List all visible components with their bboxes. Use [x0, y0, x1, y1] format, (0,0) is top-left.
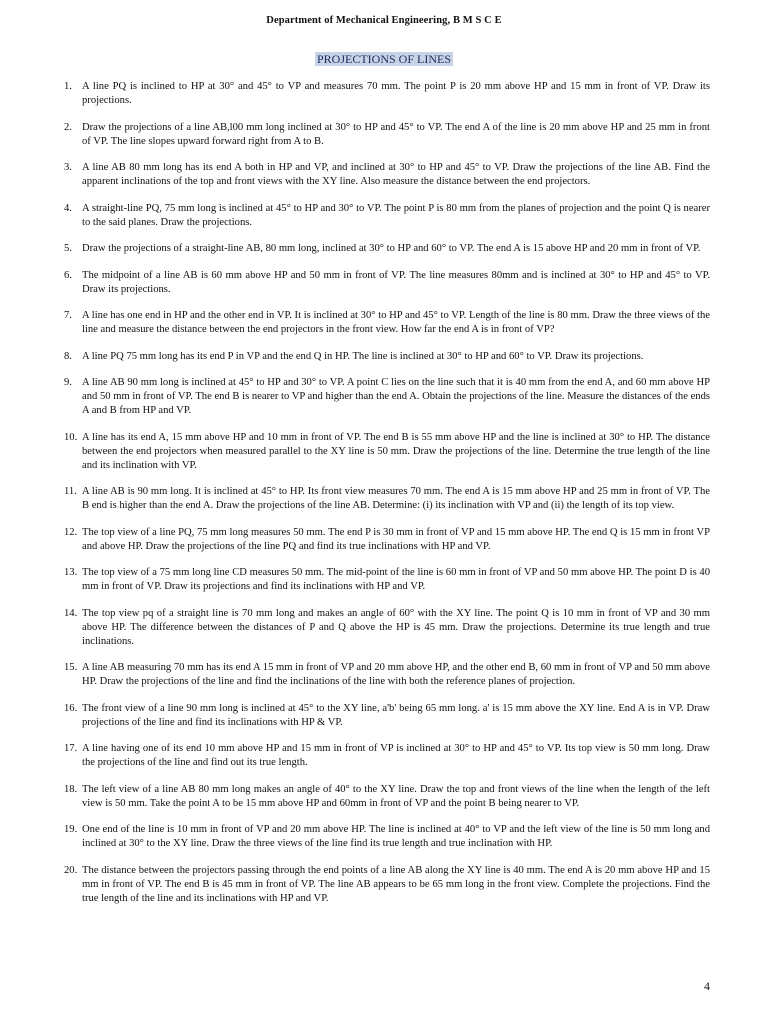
problem-number: 2.: [64, 121, 72, 133]
problem-text: The top view of a line PQ, 75 mm long measures 50 mm. The end P is 30 mm in front of VP and 15 mm above HP. The end Q is 15 mm in front VP and above HP. Draw the projections of the line PQ and find its true inclinations with HP and VP.: [82, 526, 710, 552]
problem-item: [0, 566, 768, 594]
problem-text: A line PQ is inclined to HP at 30° and 45° to VP and measures 70 mm. The point P is 20 mm above HP and 15 mm in front of VP. Draw its projections.: [82, 81, 710, 106]
problem-text: Draw the projections of a line AB,l00 mm long inclined at 30° to HP and 45° to VP. The end A of the line is 20 mm above HP and 25 mm in front of VP. The line slopes upward forward right from A to B.: [82, 121, 710, 147]
problem-item: [0, 526, 768, 554]
problem-number: 15.: [64, 662, 78, 673]
problem-item: [0, 269, 768, 297]
problem-item: [0, 376, 768, 418]
problem-item: [0, 607, 768, 649]
problem-number: 10.: [64, 431, 78, 443]
page-title-text: PROJECTIONS OF LINES: [316, 52, 451, 66]
problem-text: The top view pq of a straight line is 70 mm long and makes an angle of 60° with the XY line. The point Q is 10 mm in front of VP and 30 mm above HP. The difference between the distances of P and Q above the HP is 45 mm. Draw the projections. Determine its true length and true inclinations.: [82, 607, 710, 647]
problem-text: One end of the line is 10 mm in front of VP and 20 mm above HP. The line is inclined at 40° to VP and the left view of the line is 50 mm long and inclined at 30° to the XY line. Draw the three views of the line find its true length and true inclination with HP.: [82, 824, 710, 849]
problem-number: 3.: [64, 162, 72, 173]
problem-item: [0, 823, 768, 851]
problem-number: 8.: [64, 350, 72, 362]
problem-item: [0, 702, 768, 730]
problem-item: [0, 661, 768, 689]
problem-number: 20.: [64, 864, 78, 876]
problem-item: [0, 309, 768, 337]
problem-item: [0, 485, 768, 513]
problem-item: [0, 864, 768, 906]
problem-text: A line AB is 90 mm long. It is inclined at 45° to HP. Its front view measures 70 mm. The end A is 15 mm above HP and 25 mm in front of VP. The B end is higher than the end A. Draw the projections of the line AB. Determine: (i) its inclination with VP and (ii) the length of its top view.: [82, 486, 710, 511]
problem-number: 18.: [64, 783, 78, 795]
problem-text: The top view of a 75 mm long line CD measures 50 mm. The mid-point of the line is 60 mm in front of VP and 50 mm above HP. The point D is 40 mm in front of VP. Draw its projections and find its inclinations with HP and VP.: [82, 567, 710, 592]
problem-item: [0, 350, 768, 364]
problem-text: A line AB 90 mm long is inclined at 45° to HP and 30° to VP. A point C lies on the line such that it is 40 mm from the end A, and 60 mm above HP and 50 mm in front of VP. The end B is nearer to VP and higher than the end A. Obtain the projections of the line. Measure the distances of the ends A and B from HP and VP.: [82, 377, 710, 416]
problem-number: 6.: [64, 269, 72, 281]
problem-number: 4.: [64, 202, 72, 214]
problem-item: [0, 121, 768, 149]
problem-item: [0, 431, 768, 473]
problem-item: [0, 80, 768, 108]
problem-text: A line PQ 75 mm long has its end P in VP and the end Q in HP. The line is inclined at 30° to HP and 60° to VP. Draw its projections.: [82, 350, 644, 362]
problem-number: 5.: [64, 243, 72, 254]
department-header: Department of Mechanical Engineering, B M S C E: [266, 15, 502, 26]
problem-item: [0, 202, 768, 230]
page-number: 4: [704, 979, 710, 993]
problem-text: A line AB 80 mm long has its end A both in HP and VP, and inclined at 30° to HP and 45° to VP. Draw the projections of the line AB. Find the apparent inclinations of the top and front views with the XY line. Also measure the distance between the end projectors.: [82, 162, 710, 187]
problem-number: 12.: [64, 526, 78, 538]
problem-text: The left view of a line AB 80 mm long makes an angle of 40° to the XY line. Draw the top and front views of the line when the length of the left view is 50 mm. Take the point A to be 15 mm above HP and 60mm in front of VP and the point B being nearer to VP.: [82, 783, 710, 809]
problem-number: 14.: [64, 607, 78, 619]
problem-item: [0, 242, 768, 256]
problem-number: 11.: [64, 486, 77, 497]
problem-text: A line has one end in HP and the other end in VP. It is inclined at 30° to HP and 45° to VP. Length of the line is 80 mm. Draw the three views of the line and measure the distance between the end projectors in the front view. How far the end A is in front of VP?: [82, 310, 710, 335]
problem-number: 16.: [64, 702, 78, 714]
problem-number: 19.: [64, 824, 78, 835]
problem-text: Draw the projections of a straight-line AB, 80 mm long, inclined at 30° to HP and 60° to VP. The end A is 15 above HP and 20 mm in front of VP.: [82, 243, 701, 254]
problem-number: 17.: [64, 743, 78, 754]
problem-number: 9.: [64, 377, 72, 388]
problem-item: [0, 161, 768, 189]
problem-text: The front view of a line 90 mm long is inclined at 45° to the XY line, a'b' being 65 mm long. a' is 15 mm above the XY line. End A is in VP. Draw projections of the line and find its inclinations with HP & VP.: [82, 702, 710, 728]
problem-text: A line AB measuring 70 mm has its end A 15 mm in front of VP and 20 mm above HP, and the other end B, 60 mm in front of VP and 50 mm above HP. Draw the projections of the line and find the inclinations of the line with both the reference planes of projection.: [82, 662, 710, 687]
problem-item: [0, 742, 768, 770]
problem-text: The midpoint of a line AB is 60 mm above HP and 50 mm in front of VP. The line measures 80mm and is inclined at 30° to HP and 45° to VP. Draw its projections.: [82, 269, 710, 295]
problem-number: 1.: [64, 81, 72, 92]
problem-list: [0, 80, 768, 918]
problem-text: A line has its end A, 15 mm above HP and 10 mm in front of VP. The end B is 55 mm above HP and the line is inclined at 30° to HP. The distance between the end projectors when measured parallel to the XY line is 50 mm. Draw the projections of the line. Determine the true length of the line and its inclination with VP.: [82, 431, 710, 471]
problem-text: A straight-line PQ, 75 mm long is inclined at 45° to HP and 30° to VP. The point P is 80 mm from the planes of projection and the point Q is nearer to the said planes. Draw the projections.: [82, 202, 710, 228]
page-title: [0, 52, 768, 67]
problem-text: The distance between the projectors passing through the end points of a line AB along the XY line is 40 mm. The end A is 20 mm above HP and 15 mm in front of VP. The end B is 45 mm in front of VP. The line AB appears to be 65 mm long in the front view. Complete the projections. Find the true length of the line and its inclinations with HP and VP.: [82, 864, 710, 904]
problem-number: 7.: [64, 310, 72, 321]
problem-text: A line having one of its end 10 mm above HP and 15 mm in front of VP is inclined at 30° to HP and 45° to VP. Its top view is 50 mm long. Draw the projections of the line and find out its true length.: [82, 743, 710, 768]
problem-number: 13.: [64, 567, 78, 578]
problem-item: [0, 783, 768, 811]
